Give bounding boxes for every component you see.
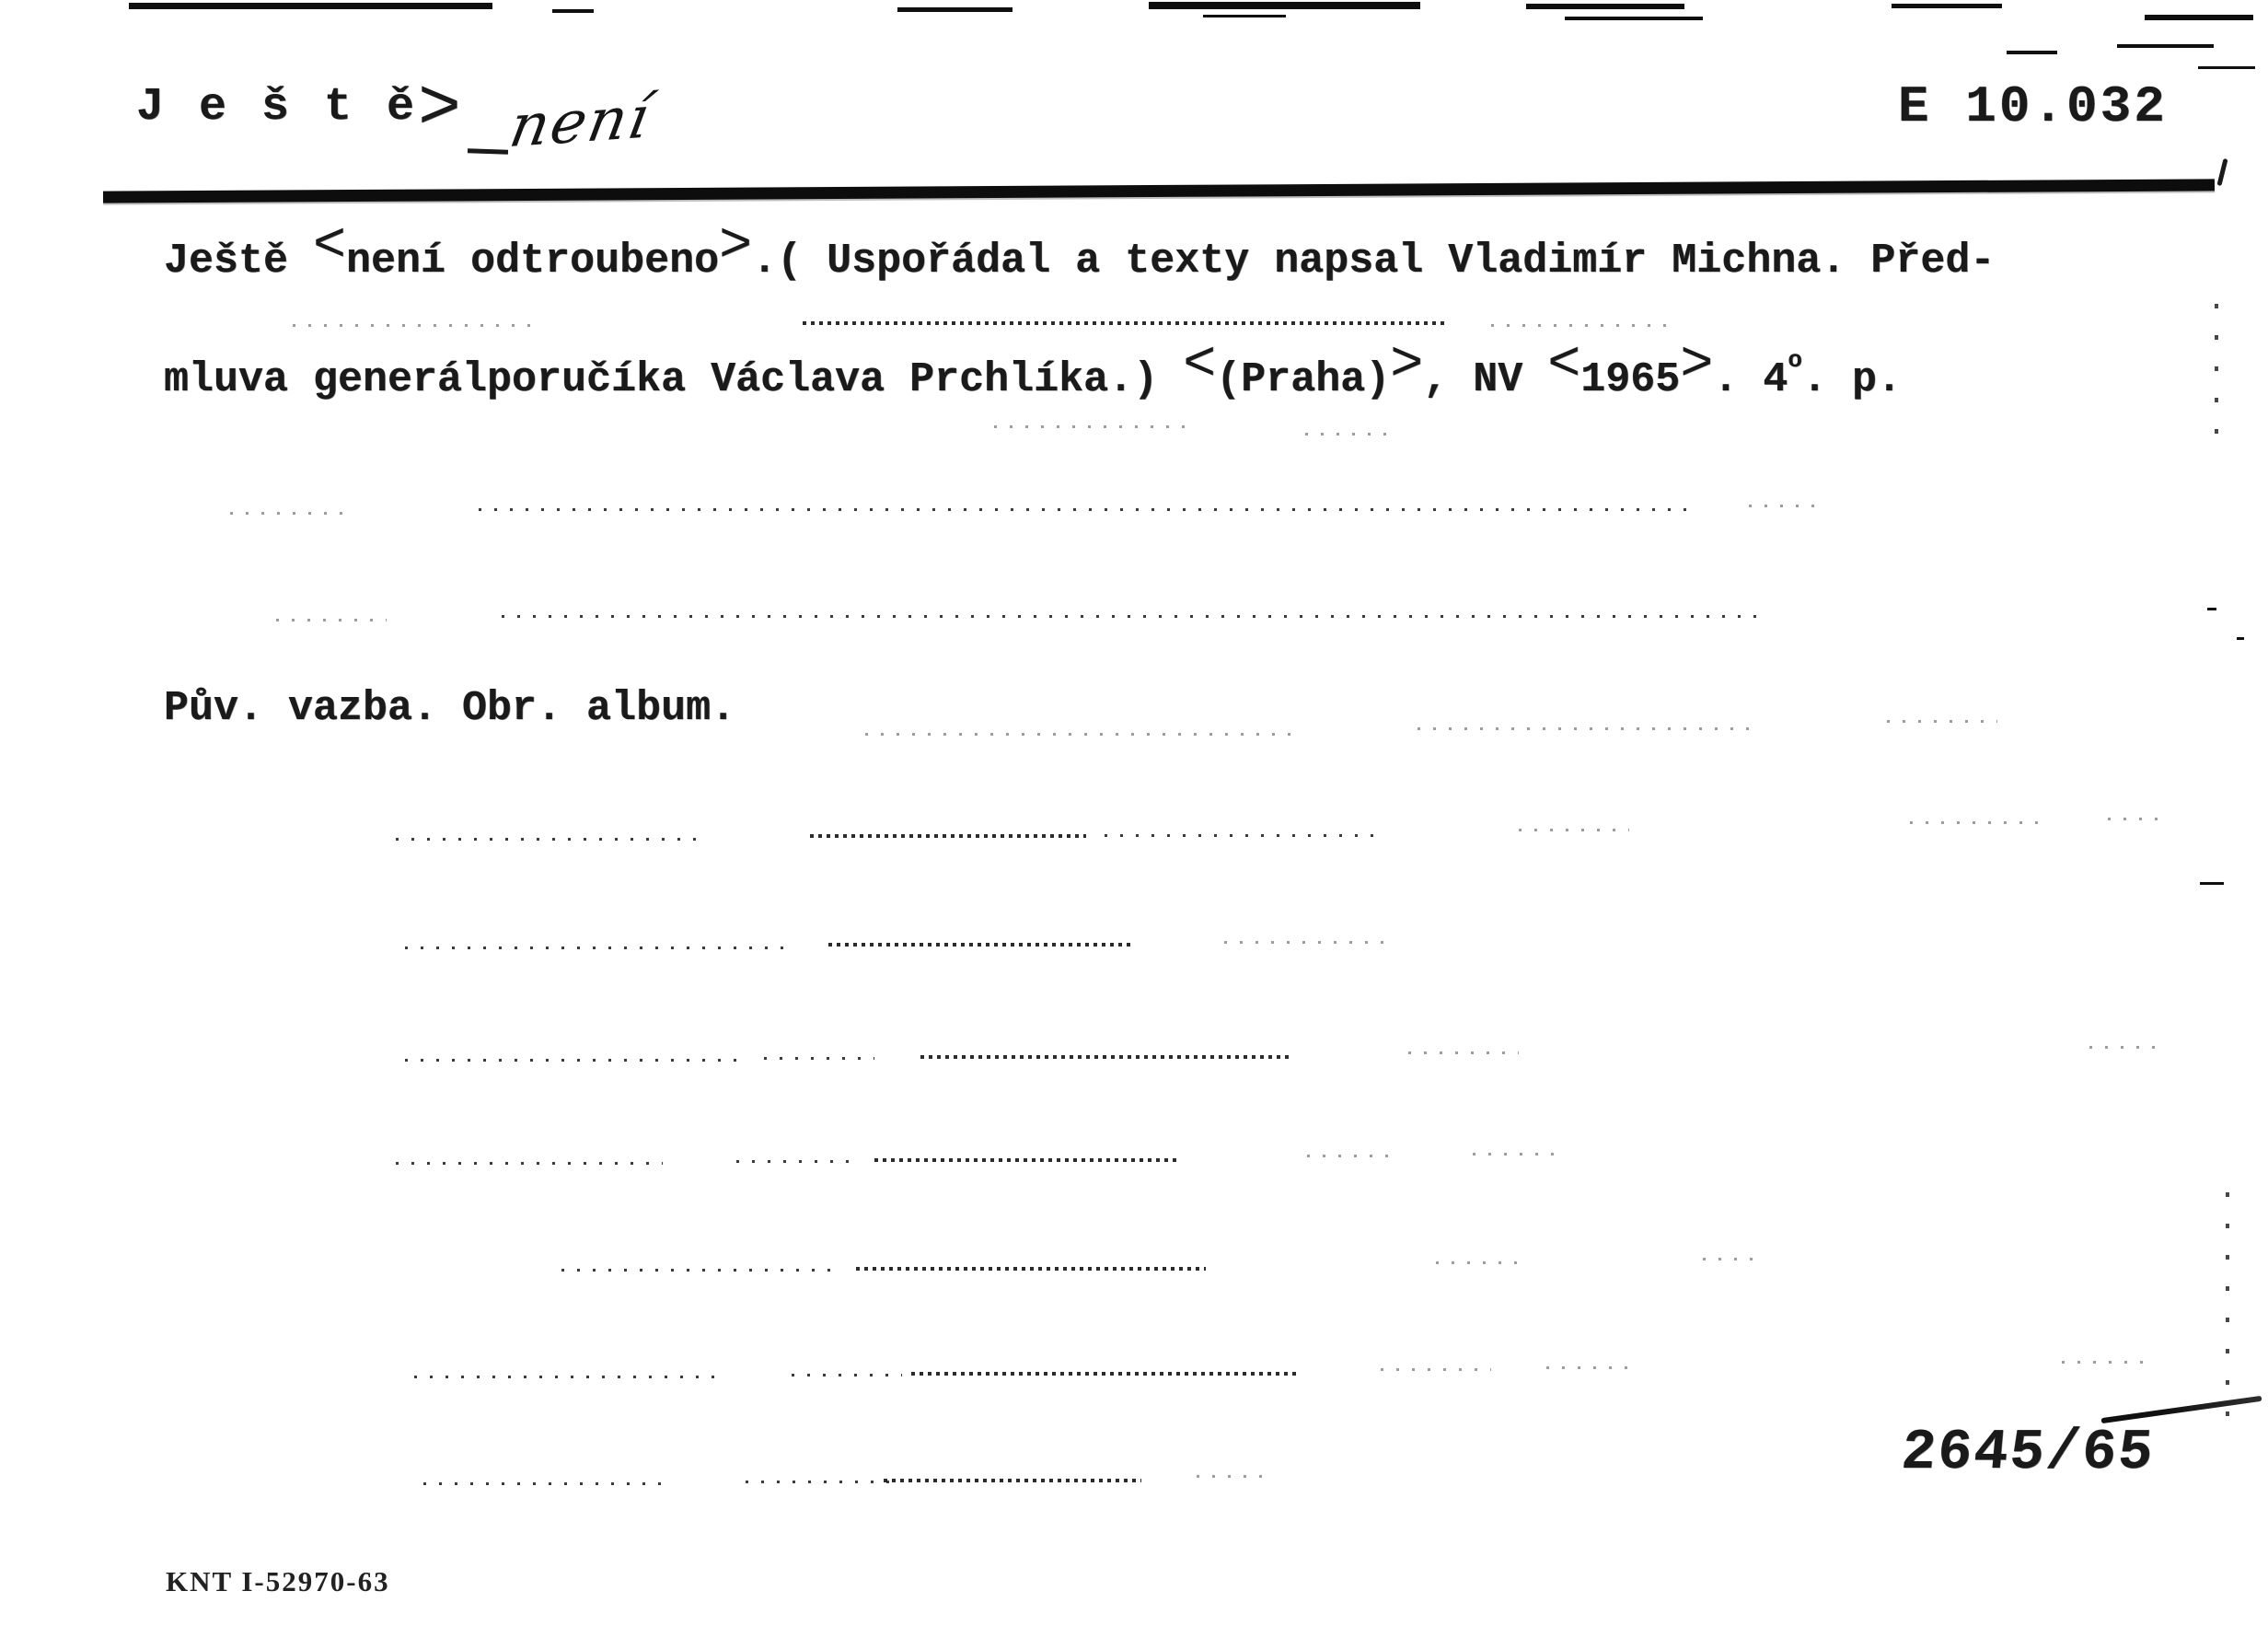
scan-artifact [746, 1481, 893, 1483]
scan-artifact [764, 1057, 874, 1060]
scan-artifact [897, 7, 1012, 12]
scan-artifact [414, 1376, 718, 1378]
format-superscript: o [1788, 346, 1802, 374]
scan-artifact [856, 1267, 1206, 1271]
scan-artifact [1305, 433, 1388, 436]
scan-artifact [405, 947, 792, 949]
handwritten-annotation: není [504, 83, 656, 162]
scan-artifact [396, 1162, 663, 1165]
scan-artifact [994, 425, 1197, 428]
title-text: Ještě [164, 238, 314, 285]
scan-artifact [2207, 608, 2216, 610]
publisher: , NV [1423, 356, 1548, 403]
divider-rule [103, 179, 2215, 203]
scan-artifact [230, 512, 350, 515]
scan-artifact [479, 508, 1694, 511]
scan-artifact [1307, 1155, 1399, 1157]
scan-artifact [276, 619, 387, 621]
scan-artifact [561, 1269, 838, 1272]
scan-artifact [1381, 1368, 1491, 1371]
accession-number: 2645/65 [1898, 1420, 2158, 1485]
scan-artifact [792, 1374, 902, 1376]
title-text: není odtroubeno [346, 238, 720, 285]
scan-artifact [884, 1479, 1141, 1482]
scan-artifact [1519, 829, 1629, 831]
scan-artifact [1149, 2, 1420, 9]
scan-artifact [828, 943, 1132, 947]
scan-artifact [2216, 158, 2228, 186]
scan-artifact [1887, 720, 1997, 723]
scan-artifact [874, 1158, 1178, 1162]
scan-artifact [1546, 1366, 1638, 1369]
statement-of-responsibility: .( Uspořádal a texty napsal Vladimír Michna. Před- [752, 238, 1996, 285]
scan-artifact [1526, 4, 1684, 9]
scan-artifact [396, 838, 700, 841]
scan-artifact [2089, 1046, 2163, 1049]
scan-artifact [810, 834, 1086, 838]
scan-artifact [1749, 505, 1822, 507]
scan-artifact [2007, 51, 2057, 54]
scan-artifact [2215, 304, 2218, 442]
scan-artifact [129, 3, 492, 9]
scan-artifact [552, 9, 594, 13]
call-number: E 10.032 [1898, 77, 2168, 136]
scan-artifact [293, 324, 541, 327]
scan-artifact [1418, 727, 1749, 730]
scan-artifact [1473, 1153, 1565, 1156]
publication-year: 1965 [1580, 356, 1681, 403]
scan-artifact [803, 321, 1447, 325]
scan-artifact [2200, 882, 2224, 885]
filing-title: J e š t ě> [136, 69, 461, 150]
scan-artifact [405, 1059, 736, 1062]
binding-note: Pův. vazba. Obr. album. [164, 685, 736, 732]
scan-artifact [2062, 1361, 2145, 1364]
scan-artifact [865, 733, 1298, 736]
scan-artifact [2145, 15, 2253, 20]
scan-artifact [1408, 1051, 1519, 1054]
scan-artifact [1105, 834, 1381, 837]
scan-artifact [736, 1160, 856, 1163]
scan-artifact [1203, 15, 1286, 17]
title-statement-line-2: mluva generálporučíka Václava Prchlíka.) <(Praha)>, NV <1965>. 4$^o$. p. [164, 334, 1902, 403]
scan-artifact [920, 1055, 1289, 1059]
scan-artifact [1910, 821, 2048, 824]
scan-artifact [1197, 1475, 1270, 1478]
scan-artifact [2108, 818, 2163, 820]
scan-artifact [1892, 4, 2002, 8]
pagination-text: . p. [1801, 356, 1902, 403]
publication-place: (Praha) [1216, 356, 1391, 403]
scan-artifact [2117, 44, 2214, 48]
scan-artifact [1703, 1258, 1758, 1260]
scan-artifact [423, 1482, 663, 1485]
scan-artifact [1436, 1261, 1528, 1264]
scan-artifact [1224, 941, 1390, 944]
format-text: . 4 [1713, 356, 1788, 403]
filing-title-text: J e š t ě [136, 81, 419, 134]
scan-artifact [2198, 66, 2255, 69]
card-print-code: KNT I-52970-63 [166, 1565, 390, 1597]
scan-artifact [1491, 324, 1675, 327]
scan-artifact [1565, 17, 1703, 20]
title-statement-line-1: Ještě <není odtroubeno>.( Uspořádal a texty napsal Vladimír Michna. Před- [164, 215, 1996, 285]
scan-artifact [2237, 637, 2244, 640]
scan-artifact [502, 615, 1763, 618]
statement-text: mluva generálporučíka Václava Prchlíka.) [164, 356, 1184, 403]
handwritten-underscore [468, 148, 508, 155]
scan-artifact [911, 1372, 1298, 1376]
